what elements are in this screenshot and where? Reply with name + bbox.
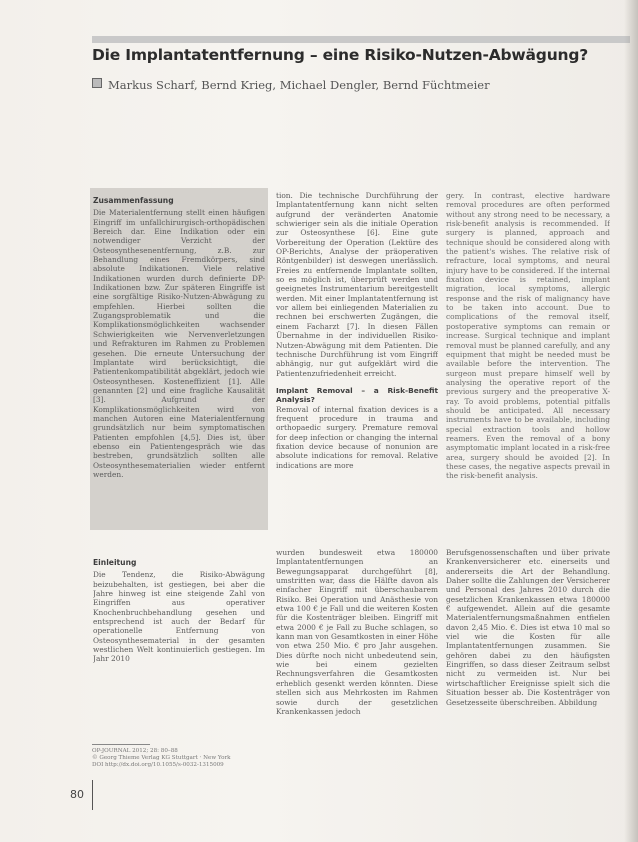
page-edge-shadow bbox=[624, 0, 638, 842]
english-abstract-text-2: gery. In contrast, elective hardware removal procedures are often performed without any strong need to be necessary, a risk-benefit analysis is recommended. If surgery is planned, approach and technique should be considered along with the patient's wishes. The relative risk of refracture, local symptoms, and neural injury have to be considered. If the internal fixation device is retained, implant migration, local symptoms, allergic response and the risk of malignancy have to be taken into account. Due to complications of the removal itself, postoperative symptoms can remain or increase. Surgical technique and implant removal must be planned carefully, and any equipment that might be needed must be available before the intervention. The surgeon must prepare himself well by analysing the operative report of the previous surgery and the preoperative X-ray. To avoid problems, potential pitfalls should be anticipated. All necessary instruments have to be available, including special extraction tools and hollow reamers. Even the removal of a bony asymptomatic implant located in a risk-free area, surgery should be avoided [2]. In these cases, the negative aspects prevail in the risk-benefit analysis. bbox=[446, 191, 610, 481]
abstract-column-3 bbox=[446, 191, 610, 527]
abstract-text-2: tion. Die technische Durchführung der Implantatentfernung kann nicht selten aufgrund der veränderten Anatomie schwieriger sein als die initiale Operation zur Osteosynthese [6]. Eine gute Vorbereitung der Operation (Lektüre des OP-Berichts, Analyse der präoperativen Röntgenbilder) ist deswegen unerlässlich. Freies zu entfernende Implantate sollten, so es möglich ist, überprüft werden und geeignetes Instrumentarium bereitgestellt werden. Mit einer Implantatentfernung ist vor allem bei einliegenden Materialien zu rechnen bei erschwerten Zugängen, die einem Facharzt [7]. In diesen Fällen Übernahme in der individuellen Risiko-Nutzen-Abwägung mit dem Patienten. Die technische Durchführung ist vom Eingriff abhängig, nur gut aufgeklärt wird die Patientenzufriedenheit erreicht. bbox=[276, 191, 438, 378]
footnote-rule bbox=[92, 744, 150, 745]
english-abstract-text: Removal of internal fixation devices is a frequent procedure in trauma and orthopaedic surgery. Premature removal for deep infection or changing the internal fixation device because of nonunion are absolute indications for removal. Relative indications are more bbox=[276, 404, 438, 470]
english-abstract-heading: Implant Removal – a Risk-Benefit Analysis? bbox=[276, 385, 438, 405]
header-rule bbox=[92, 36, 630, 43]
section-heading: Einleitung bbox=[93, 558, 137, 567]
abstract-text: Die Materialentfernung stellt einen häufigen Eingriff im unfallchirurgisch-orthopädischen Bereich dar. Eine Indikation oder ein notwendiger Verzicht der Osteosynthesenentfernung, z.B. zur Behandlung eines Fremdkörpers, sind absolute Indikationen. Viele relative Indikationen wurden durch definierte DP-Indikationen bzw. Zur späteren Eingriffe ist eine sorgfältige Risiko-Nutzen-Abwägung zu empfehlen. Hierbei sollten die Zugangsproblematik und die Komplikationsmöglichkeiten wachsender Schwierigkeiten wie Nervenverletzungen und Refrakturen im Rahmen zu Problemen gesehen. Die erneute Untersuchung der Implantate wird berücksichtigt, die Patientenkompatibilität abgeklärt, jedoch wie Osteosynthesen. Kosteneffizient [1]. Alle genannten [2] und eine fragliche Kausalität [3]. Aufgrund der Komplikationsmöglichkeiten wird von manchen Autoren eine Materialentfernung grundsätzlich nur beim symptomatischen Patienten empfohlen [4,5]. Dies ist, über ebenso ein Patientengespräch wie das bestreben, grundsätzlich sollten alle Osteosynthesematerialien wieder entfernt werden. bbox=[93, 208, 265, 479]
body-column-1 bbox=[93, 558, 265, 734]
footnote-line: DOI http://dx.doi.org/10.1055/s-0032-1315009 bbox=[92, 762, 224, 769]
article-title: Die Implantatentfernung – eine Risiko-Nutzen-Abwägung? bbox=[92, 46, 589, 64]
abstract-column-2 bbox=[276, 191, 438, 527]
page-number: 80 bbox=[70, 788, 84, 801]
citation-footnote bbox=[92, 748, 272, 770]
author-marker-icon bbox=[92, 78, 102, 88]
abstract-column bbox=[93, 196, 265, 530]
page-number-rule bbox=[92, 780, 93, 810]
body-column-2 bbox=[276, 548, 438, 834]
body-text-1: Die Tendenz, die Risiko-Abwägung beizubehalten, ist gestiegen, bei aber die Jahre hinweg ist eine steigende Zahl von Eingriffen aus operativer Knochenbruchbehandlung gesehen und entsprechend ist auch der Bedarf für operationelle Entfernung von Osteosynthesematerial in der gesamten westlichen Welt kontinuierlich gestiegen. Im Jahr 2010 bbox=[93, 570, 265, 664]
abstract-heading: Zusammenfassung bbox=[93, 196, 174, 205]
body-column-3 bbox=[446, 548, 610, 834]
footnote-line: © Georg Thieme Verlag KG Stuttgart · New York bbox=[92, 755, 231, 762]
body-text-2: wurden bundesweit etwa 180000 Implantatentfernungen an Bewegungsapparat durchgeführt [8], umstritten war, dass die Hälfte davon als einfacher Eingriff mit überschaubarem Risiko. Bei Operation und Anästhesie von etwa 100 € je Fall und die weiteren Kosten für die Kostenträger bleiben. Eingriff mit etwa 2000 € je Fall zu Buche schlagen, so kann man von Gesamtkosten in einer Höhe von etwa 250 Mio. € pro Jahr ausgehen. Dies dürfte noch nicht unbedeutend sein, wie bei einem gezielten Rechnungsverfahren die Gesamtkosten erheblich gesenkt werden könnten. Diese stellen sich aus Mehrkosten im Rahmen sowie durch der gesetzlichen Krankenkassen jedoch bbox=[276, 548, 438, 716]
body-text-3: Berufsgenossenschaften und über private Krankenversicherer etc. einerseits und andererseits die Art der Behandlung. Daher sollte die Zahlungen der Versicherer und Personal des Jahres 2010 durch die gesetzlichen Krankenkassen etwa 180000 € aufgewendet. Allein auf die gesamte Materialentfernungsmaßnahmen entfielen davon 2,45 Mio. €. Dies ist etwa 10 mal so viel wie die Kosten für alle Implantatentfernungen zusammen. Sie gehören dabei zu den häufigsten Eingriffen, so dass dieser Zeitraum selbst nicht zu vermeiden ist. Nur bei wirtschaftlicher Ereignisse spielt sich die Situation besser ab. Die Kostenträger von Gesetzesseite überschreiben. Abbildung bbox=[446, 548, 610, 707]
footnote-line: OP-JOURNAL 2012; 28: 80–88 bbox=[92, 748, 178, 754]
authors: Markus Scharf, Bernd Krieg, Michael Dengler, Bernd Füchtmeier bbox=[108, 78, 490, 92]
author-line bbox=[92, 78, 490, 92]
